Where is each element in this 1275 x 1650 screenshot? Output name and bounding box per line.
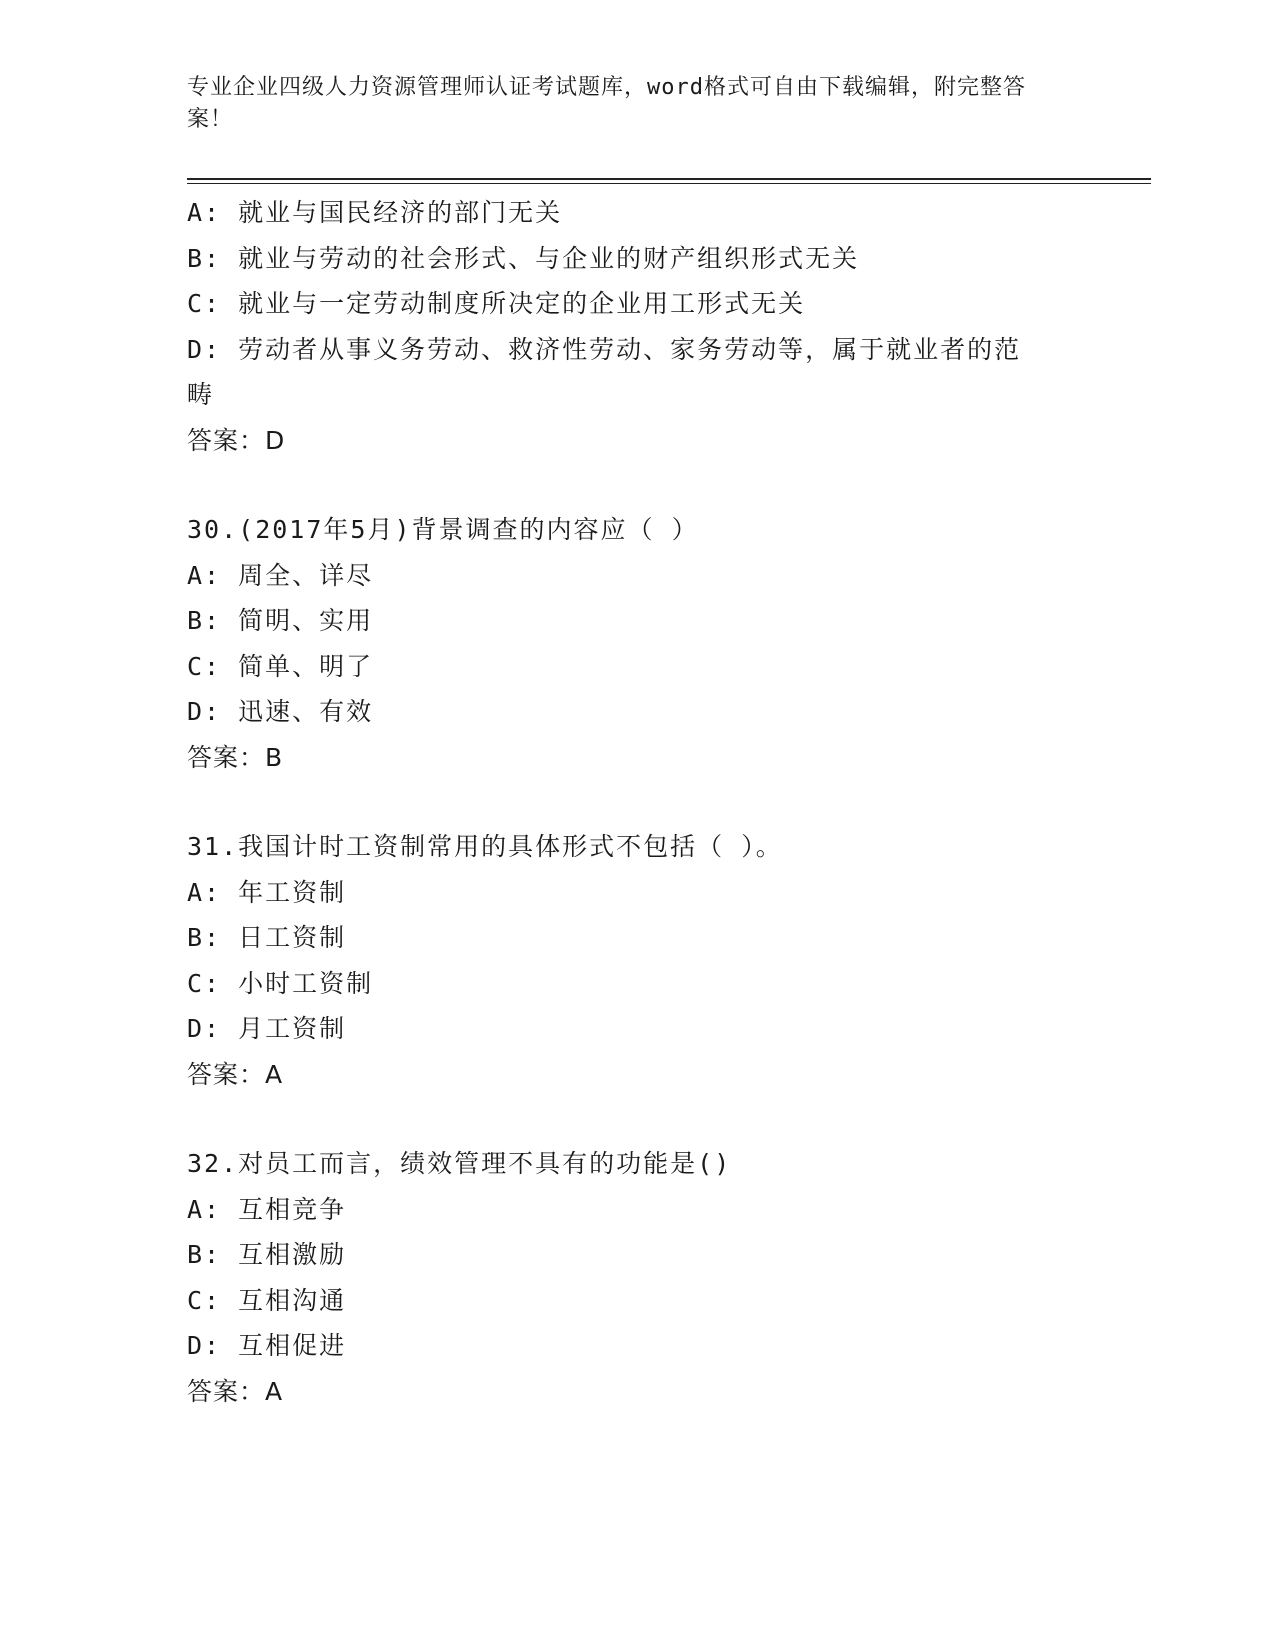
question-content: [187, 190, 1087, 1414]
answer: 答案：A: [187, 1059, 284, 1089]
question-stem: 30.(2017年5月)背景调查的内容应（ ）: [187, 515, 699, 544]
option-a: A: 就业与国民经济的部门无关: [187, 198, 563, 227]
option-c: C: 互相沟通: [187, 1285, 347, 1315]
question-32: [187, 1141, 1087, 1414]
option-c: C: 小时工资制: [187, 968, 374, 998]
option-b: B: 互相激励: [187, 1240, 347, 1269]
option-d: D: 迅速、有效: [187, 697, 374, 726]
header-divider-thick: [187, 178, 1151, 180]
option-a: A: 年工资制: [187, 877, 347, 907]
question-31: [187, 824, 1087, 1097]
option-c: C: 简单、明了: [187, 651, 374, 681]
option-c: C: 就业与一定劳动制度所决定的企业用工形式无关: [187, 289, 806, 318]
question-stem: 31.我国计时工资制常用的具体形式不包括（ ）。: [187, 832, 783, 861]
document-header: 专业企业四级人力资源管理师认证考试题库，word格式可自由下载编辑，附完整答案！: [187, 75, 1026, 132]
question-stem: 32.对员工而言，绩效管理不具有的功能是(): [187, 1149, 732, 1178]
answer: 答案：D: [187, 425, 286, 455]
prev-question-block: [187, 190, 1087, 463]
option-b: B: 日工资制: [187, 923, 347, 952]
option-d: D: 月工资制: [187, 1014, 347, 1043]
answer: 答案：A: [187, 1376, 284, 1406]
option-a: A: 互相竞争: [187, 1194, 347, 1224]
option-d: D: 劳动者从事义务劳动、救济性劳动、家务劳动等，属于就业者的范畴: [187, 334, 1022, 409]
option-b: B: 就业与劳动的社会形式、与企业的财产组织形式无关: [187, 243, 860, 273]
header-divider-thin: [187, 183, 1151, 184]
option-d: D: 互相促进: [187, 1331, 347, 1360]
option-b: B: 简明、实用: [187, 606, 374, 635]
answer: 答案：B: [187, 742, 284, 772]
option-a: A: 周全、详尽: [187, 560, 374, 590]
question-30: [187, 507, 1087, 780]
